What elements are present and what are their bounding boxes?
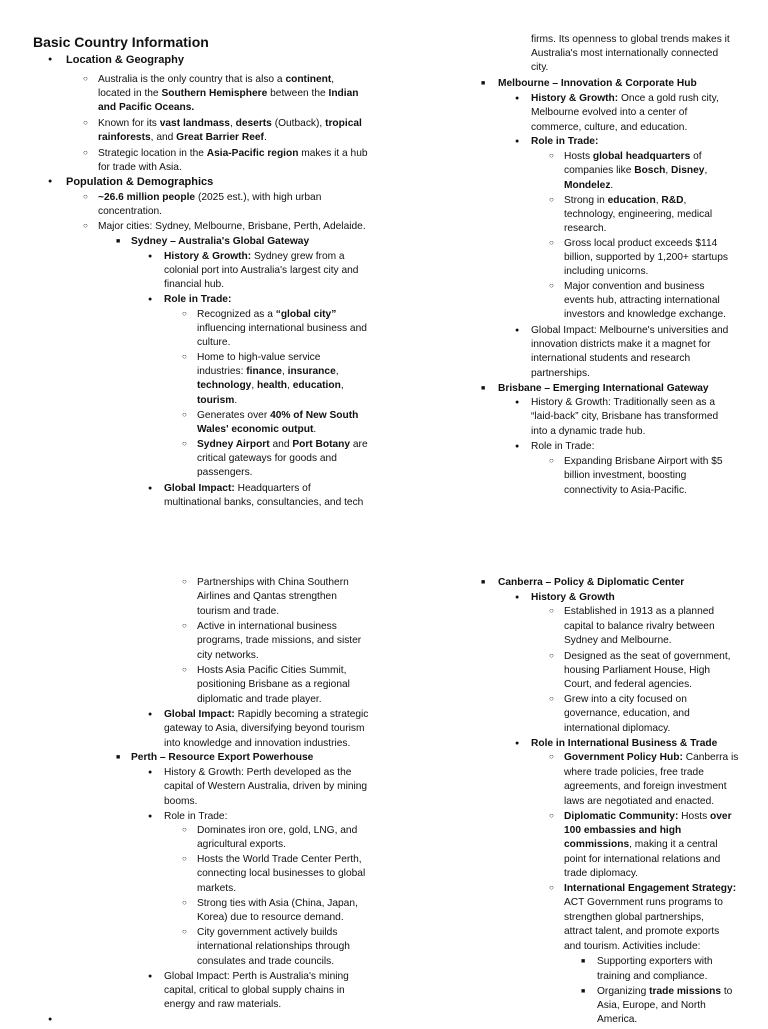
bullet-circle (182, 409, 187, 424)
text-line: Canberra – Policy & Diplomatic Center (498, 577, 685, 588)
text-line: Active in international business (197, 621, 337, 632)
text-line: Airlines and Qantas strengthen (197, 591, 337, 602)
bullet-circle (182, 576, 187, 591)
text-line: Location & Geography (66, 54, 184, 66)
bullet-dot (148, 482, 152, 498)
bullet-circle (182, 926, 187, 941)
bullet-circle (549, 280, 554, 295)
bullet-circle (182, 438, 187, 453)
text-line: Australia is the only country that is also a continent, (98, 74, 335, 85)
text-line: laws are negotiated and enacted. (564, 796, 715, 807)
text-line: Established in 1913 as a planned (564, 606, 715, 617)
bullet-dot (148, 708, 152, 724)
bullet-dot (48, 53, 52, 69)
text-line: Generates over 40% of New South (197, 410, 359, 421)
text-line: 100 embassies and high (564, 825, 682, 836)
bullet-square (481, 382, 485, 398)
text-line: Role in International Business & Trade (531, 738, 718, 749)
text-line: rainforests, and Great Barrier Reef. (98, 132, 267, 143)
text-line: critical gateways for goods and (197, 453, 337, 464)
text-line: connecting local businesses to global (197, 868, 366, 879)
text-line: attract talent, and promote exports (564, 926, 720, 937)
text-line: Mondelez. (564, 180, 614, 191)
text-line: commissions, making it a central (564, 839, 718, 850)
text-line: international diplomacy. (564, 723, 671, 734)
text-line: events hub, attracting international (564, 295, 720, 306)
text-line: Sydney Airport and Port Botany are (197, 439, 368, 450)
text-line: Recognized as a “global city” (197, 309, 337, 320)
text-line: Dominates iron ore, gold, LNG, and (197, 825, 358, 836)
text-line: tourism. (197, 395, 238, 406)
text-line: technology, engineering, medical (564, 209, 713, 220)
text-line: Population & Demographics (66, 176, 214, 188)
text-line: partnerships. (531, 368, 590, 379)
text-line: companies like Bosch, Disney, (564, 165, 708, 176)
text-line: Hosts the World Trade Center Perth, (197, 854, 362, 865)
text-line: Organizing trade missions to (597, 986, 733, 997)
text-line: Perth – Resource Export Powerhouse (131, 752, 314, 763)
text-line: History & Growth (531, 592, 615, 603)
text-line: Asia, Europe, and North (597, 1000, 706, 1011)
text-line: Major convention and business (564, 281, 705, 292)
text-line: Grew into a city focused on (564, 694, 687, 705)
bullet-circle (182, 308, 187, 323)
bullet-circle (83, 220, 88, 235)
text-line: tourism and trade. (197, 606, 280, 617)
text-line: Strategic location in the Asia-Pacific region makes it a hub (98, 148, 368, 159)
bullet-dot (515, 440, 519, 456)
bullet-square (481, 77, 485, 93)
text-line: International Engagement Strategy: (564, 883, 737, 894)
text-line: connectivity to Asia-Pacific. (564, 485, 687, 496)
text-line: commerce, culture, and education. (531, 122, 688, 133)
text-line: colonial port into Australia's largest city and (164, 265, 359, 276)
text-line: ~26.6 million people (2025 est.), with high urban (98, 192, 322, 203)
text-line: energy and raw materials. (164, 999, 282, 1010)
bullet-dot (48, 175, 52, 191)
text-line: city. (531, 62, 549, 73)
text-line: billion, supported by 1,200+ startups (564, 252, 728, 263)
text-line: agricultural exports. (197, 839, 286, 850)
page-title: Basic Country Information (33, 34, 209, 50)
text-line: concentration. (98, 206, 162, 217)
text-line: governance, education, and (564, 708, 690, 719)
bullet-circle (549, 605, 554, 620)
text-line: booms. (164, 796, 198, 807)
text-line: trade diplomacy. (564, 868, 638, 879)
bullet-dot (148, 250, 152, 266)
text-line: Major cities: Sydney, Melbourne, Brisbane, Perth, Adelaide. (98, 221, 366, 232)
bullet-dot (148, 766, 152, 782)
text-line: America. (597, 1014, 638, 1025)
text-line: billion investment, boosting (564, 470, 687, 481)
text-line: Gross local product exceeds $114 (564, 238, 718, 249)
text-line: influencing international business and (197, 323, 367, 334)
text-line: capital, critical to global supply chains in (164, 985, 345, 996)
bullet-dot (148, 970, 152, 986)
text-line: Global Impact: Perth is Australia's mining (164, 971, 349, 982)
bullet-circle (549, 751, 554, 766)
bullet-circle (549, 650, 554, 665)
text-line: Partnerships with China Southern (197, 577, 349, 588)
text-line: point for international relations and (564, 854, 721, 865)
bullet-circle (83, 117, 88, 132)
text-line: Strong in education, R&D, (564, 195, 687, 206)
bullet-circle (549, 237, 554, 252)
bullet-dot (515, 92, 519, 108)
text-line: capital of Western Australia, driven by mining (164, 781, 368, 792)
text-line: Role in Trade: (164, 811, 228, 822)
bullet-circle (182, 853, 187, 868)
bullet-square (581, 955, 585, 971)
text-line: multinational banks, consultancies, and tech (164, 497, 364, 508)
bullet-square (116, 235, 120, 251)
text-line: Global Impact: Rapidly becoming a strategic (164, 709, 369, 720)
text-line: ACT Government runs programs to (564, 897, 723, 908)
text-line: Brisbane – Emerging International Gateway (498, 383, 709, 394)
text-line: Supporting exporters with (597, 956, 713, 967)
text-line: Court, and federal agencies. (564, 679, 692, 690)
text-line: Melbourne evolved into a center of (531, 107, 688, 118)
text-line: History & Growth: Perth developed as the (164, 767, 352, 778)
bullet-dot (148, 293, 152, 309)
text-line: investors and knowledge exchange. (564, 309, 726, 320)
text-line: and Pacific Oceans. (98, 102, 195, 113)
text-line: training and compliance. (597, 971, 708, 982)
bullet-circle (182, 664, 187, 679)
text-line: History & Growth: Once a gold rush city, (531, 93, 719, 104)
bullet-dot (515, 396, 519, 412)
text-line: Hosts Asia Pacific Cities Summit, (197, 665, 347, 676)
bullet-circle (83, 191, 88, 206)
text-line: for trade with Asia. (98, 162, 182, 173)
bullet-square (481, 576, 485, 592)
text-line: innovation districts make it a magnet for (531, 339, 711, 350)
text-line: technology, health, education, (197, 380, 344, 391)
bullet-square (581, 985, 585, 1001)
bullet-circle (83, 147, 88, 162)
text-line: capital to balance rivalry between (564, 621, 715, 632)
text-line: Hosts global headquarters of (564, 151, 702, 162)
text-line: passengers. (197, 467, 253, 478)
bullet-dot (515, 737, 519, 753)
text-line: Global Impact: Melbourne's universities and (531, 325, 729, 336)
text-line: Known for its vast landmass, deserts (Outback), tropical (98, 118, 362, 129)
text-line: located in the Southern Hemisphere between the Indian (98, 88, 359, 99)
text-line: Strong ties with Asia (China, Japan, (197, 898, 358, 909)
bullet-dot (148, 810, 152, 826)
bullet-dot (48, 1013, 52, 1029)
text-line: Korea) due to resource demand. (197, 912, 344, 923)
bullet-dot (515, 135, 519, 151)
text-line: where trade policies, free trade (564, 767, 704, 778)
text-line: Sydney and Melbourne. (564, 635, 672, 646)
text-line: History & Growth: Traditionally seen as a (531, 397, 716, 408)
text-line: Melbourne – Innovation & Corporate Hub (498, 78, 697, 89)
text-line: History & Growth: Sydney grew from a (164, 251, 345, 262)
text-line: positioning Brisbane as a regional (197, 679, 350, 690)
text-line: firms. Its openness to global trends makes it (531, 34, 730, 45)
text-line: financial hub. (164, 279, 225, 290)
text-line: programs, trade missions, and sister (197, 635, 362, 646)
text-line: Role in Trade: (531, 136, 599, 147)
bullet-square (116, 751, 120, 767)
bullet-circle (549, 150, 554, 165)
bullet-circle (549, 810, 554, 825)
text-line: Diplomatic Community: Hosts over (564, 811, 732, 822)
bullet-dot (515, 324, 519, 340)
text-line: “laid-back” city, Brisbane has transformed (531, 411, 719, 422)
text-line: into a dynamic trade hub. (531, 426, 646, 437)
text-line: Role in Trade: (164, 294, 232, 305)
bullet-circle (549, 455, 554, 470)
text-line: culture. (197, 337, 231, 348)
text-line: Wales' economic output. (197, 424, 317, 435)
text-line: including unicorns. (564, 266, 649, 277)
text-line: Australia's most internationally connected (531, 48, 719, 59)
bullet-circle (549, 693, 554, 708)
bullet-circle (83, 73, 88, 88)
bullet-circle (549, 882, 554, 897)
bullet-circle (182, 897, 187, 912)
text-line: Sydney – Australia's Global Gateway (131, 236, 310, 247)
bullet-dot (515, 591, 519, 607)
bullet-circle (182, 824, 187, 839)
text-line: Government Policy Hub: Canberra is (564, 752, 739, 763)
text-line: agreements, and foreign investment (564, 781, 727, 792)
text-line: consulates and trade councils. (197, 956, 335, 967)
text-line: gateway to Asia, diversifying beyond tourism (164, 723, 365, 734)
bullet-circle (182, 620, 187, 635)
text-line: Global Impact: Headquarters of (164, 483, 311, 494)
text-line: City government actively builds (197, 927, 338, 938)
text-line: research. (564, 223, 607, 234)
text-line: international students and research (531, 353, 691, 364)
bullet-circle (182, 351, 187, 366)
text-line: into knowledge and innovation industries. (164, 738, 351, 749)
text-line: Designed as the seat of government, (564, 651, 731, 662)
text-line: and tourism. Activities include: (564, 941, 701, 952)
text-line: Expanding Brisbane Airport with $5 (564, 456, 723, 467)
text-line: industries: finance, insurance, (197, 366, 339, 377)
text-line: international relationships through (197, 941, 350, 952)
bullet-circle (549, 194, 554, 209)
text-line: markets. (197, 883, 237, 894)
text-line: Home to high-value service (197, 352, 321, 363)
text-line: diplomatic and trade player. (197, 694, 322, 705)
text-line: strengthen global partnerships, (564, 912, 704, 923)
text-line: Role in Trade: (531, 441, 595, 452)
text-line: housing Parliament House, High (564, 665, 711, 676)
text-line: city networks. (197, 650, 259, 661)
